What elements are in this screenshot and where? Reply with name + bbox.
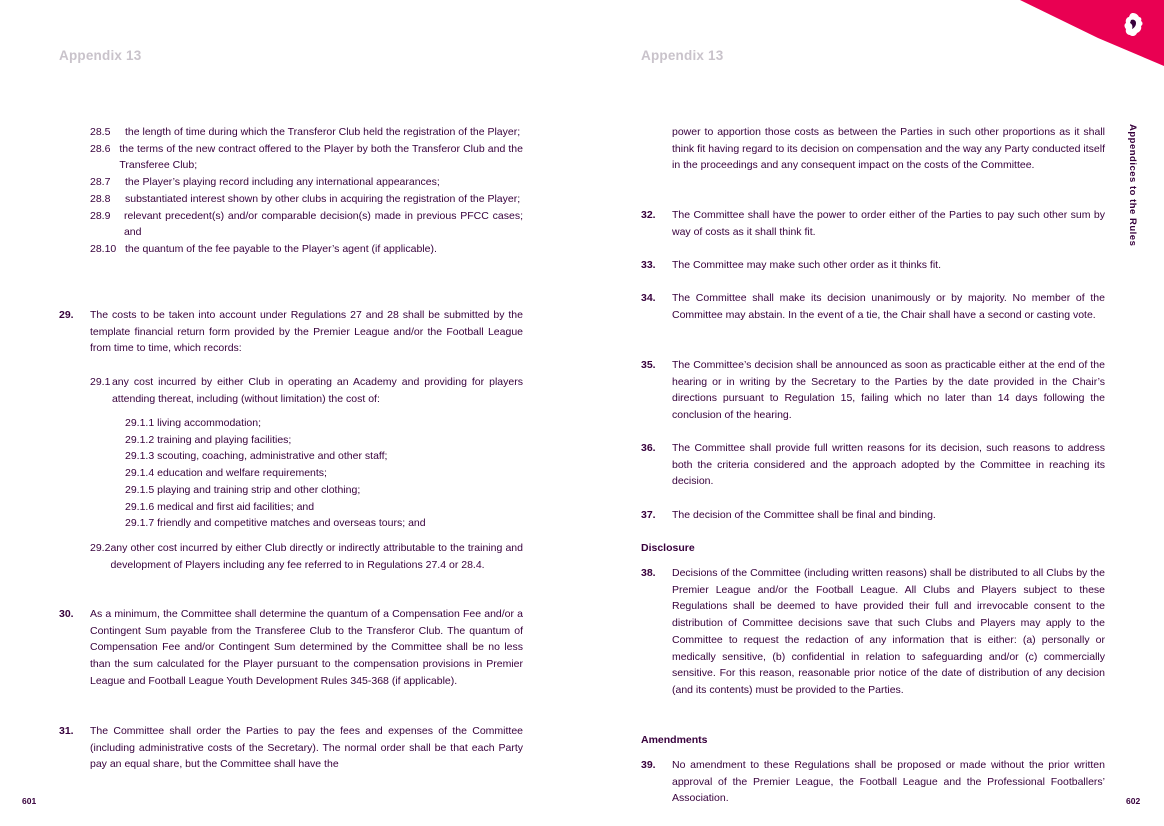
list-item: 29.1.3 scouting, coaching, administrative and other staff;: [125, 450, 388, 463]
item-text: the Player’s playing record including any international appearances;: [125, 176, 440, 189]
list-item: [90, 191, 523, 208]
item-number: 28.9: [90, 209, 111, 222]
paragraph-number: 30.: [59, 608, 74, 620]
paragraph-34: [641, 290, 1105, 323]
item-number: 29.2: [90, 542, 111, 554]
item-text: any other cost incurred by either Club directly or indirectly attributable to the training and development of Players including any fee referred to in Regulations 27.4 or 28.4.: [110, 542, 523, 571]
paragraph-text: The costs to be taken into account under Regulations 27 and 28 shall be submitted by the template financial return form provided by the Premier League and/or the Football League from time to time, which records:: [90, 309, 523, 355]
paragraph-number: 35.: [641, 359, 656, 371]
item-number: 28.8: [90, 192, 111, 205]
paragraph-text: The decision of the Committee shall be final and binding.: [672, 509, 936, 521]
paragraph-text: No amendment to these Regulations shall be proposed or made without the prior written approval of the Premier League, the Football League and the Professional Footballers’ Association.: [672, 759, 1105, 805]
paragraph-text: Decisions of the Committee (including written reasons) shall be distributed to all Clubs by the Premier League and/or the Football League. All Clubs and Players subject to these Regulations shall be deemed to have provided their full and irrevocable consent to the distribution of Committee decisions save that such Clubs and Players may apply to the Committee to request the redaction of any information that is either: (a) personally or medically sensitive, (b) confidential in relation to safeguarding and/or (c) commercially sensitive. For this reason, reasonable prior notice of the date of distribution of any decision (and its contents) must be provided to the Parties.: [672, 567, 1105, 696]
item-number: 28.10: [90, 242, 117, 255]
paragraph-text: The Committee shall make its decision unanimously or by majority. No member of the Committee may abstain. In the event of a tie, the Chair shall have a second or casting vote.: [672, 292, 1105, 321]
list-item: 29.1.2 training and playing facilities;: [125, 433, 292, 446]
corner-banner: [1020, 0, 1164, 70]
sub-items-28: [90, 124, 523, 258]
paragraph-31: [59, 723, 523, 773]
paragraph-38: [641, 565, 1105, 699]
paragraph-text: The Committee may make such other order as it thinks fit.: [672, 259, 942, 271]
paragraph-number: 37.: [641, 509, 656, 521]
paragraph-30: [59, 606, 523, 690]
item-29-2: [90, 540, 523, 573]
list-item: [90, 208, 523, 241]
item-text: any cost incurred by either Club in operating an Academy and providing for players attending thereat, including (without limitation) the cost of:: [111, 376, 523, 405]
list-item: [90, 174, 523, 191]
corner-shape: [1020, 0, 1164, 66]
paragraph-text: The Committee’s decision shall be announced as soon as practicable either at the end of the hearing or in writing by the Secretary to the Parties by the date provided in the Chair’s directions pursuant to Regulation 15, failing which no later than 14 days following the conclusion of the hearing.: [672, 359, 1105, 422]
section-heading-amendments: Amendments: [641, 734, 708, 746]
paragraph-number: 36.: [641, 442, 656, 454]
paragraph-text: As a minimum, the Committee shall determine the quantum of a Compensation Fee and/or a Contingent Sum payable from the Transferee Club to the Transferor Club. The quantum of Compensation Fee and/or Contingent Sum determined by the Committee shall be no less than the sum calculated for the Player pursuant to the compensation provisions in Premier League and Football League Youth Development Rules 345-368 (if applicable).: [90, 608, 523, 687]
list-item: 29.1.5 playing and training strip and other clothing;: [125, 483, 361, 496]
paragraph-29: [59, 307, 523, 357]
paragraph-39: [641, 757, 1105, 807]
paragraph-text: The Committee shall provide full written reasons for its decision, such reasons to address both the criteria considered and the approach adopted by the Committee in reaching its decision.: [672, 442, 1105, 488]
item-number: 28.5: [90, 126, 111, 138]
item-text: relevant precedent(s) and/or comparable decision(s) made in previous PFCC cases; and: [123, 209, 523, 239]
list-item: [90, 124, 523, 141]
item-text: the quantum of the fee payable to the Player’s agent (if applicable).: [125, 242, 437, 255]
paragraph-number: 31.: [59, 725, 74, 737]
paragraph-number: 29.: [59, 309, 74, 321]
appendix-label-left: Appendix 13: [59, 48, 142, 63]
list-item: 29.1.4 education and welfare requirements;: [125, 467, 327, 480]
paragraph-32: [641, 207, 1105, 240]
paragraph-36: [641, 440, 1105, 490]
sub-items-29-1: [125, 415, 523, 532]
paragraph-text: The Committee shall have the power to order either of the Parties to pay such other sum by way of costs as it shall think fit.: [672, 209, 1105, 238]
list-item: [90, 141, 523, 174]
side-section-label: Appendices to the Rules: [1127, 124, 1138, 247]
paragraph-37: [641, 507, 1105, 524]
page-number-right: 602: [1126, 796, 1141, 806]
paragraph-number: 39.: [641, 759, 656, 771]
item-text: the length of time during which the Transferor Club held the registration of the Player;: [125, 126, 521, 138]
item-number: 28.6: [90, 142, 111, 155]
item-text: the terms of the new contract offered to the Player by both the Transferor Club and the Transferee Club;: [119, 142, 523, 172]
item-number: 29.1: [90, 376, 111, 388]
item-text: substantiated interest shown by other clubs in acquiring the registration of the Player;: [125, 192, 521, 205]
page-number-left: 601: [22, 796, 37, 806]
paragraph-33: [641, 257, 1105, 274]
appendix-label-right: Appendix 13: [641, 48, 724, 63]
paragraph-number: 34.: [641, 292, 656, 304]
paragraph-number: 33.: [641, 259, 656, 271]
list-item: 29.1.7 friendly and competitive matches and overseas tours; and: [125, 517, 426, 530]
section-heading-disclosure: Disclosure: [641, 542, 695, 554]
item-number: 28.7: [90, 176, 111, 189]
list-item: 29.1.1 living accommodation;: [125, 417, 261, 429]
list-item: [90, 241, 523, 258]
item-29-1: [90, 374, 523, 407]
right-page: [582, 0, 1164, 826]
paragraph-number: 38.: [641, 567, 656, 579]
list-item: 29.1.6 medical and first aid facilities; and: [125, 500, 315, 513]
paragraph-text: The Committee shall order the Parties to pay the fees and expenses of the Committee (including administrative costs of the Secretary). The normal order shall be that each Party pay an equal share, but the Committee shall have the: [90, 725, 523, 771]
paragraph-31-continuation: power to apportion those costs as between the Parties in such other proportions as it shall think fit having regard to its decision on compensation and the way any Party conducted itself in the proceedings and any consequent impact on the costs of the Committee.: [672, 126, 1105, 172]
paragraph-number: 32.: [641, 209, 656, 221]
paragraph-35: [641, 357, 1105, 424]
